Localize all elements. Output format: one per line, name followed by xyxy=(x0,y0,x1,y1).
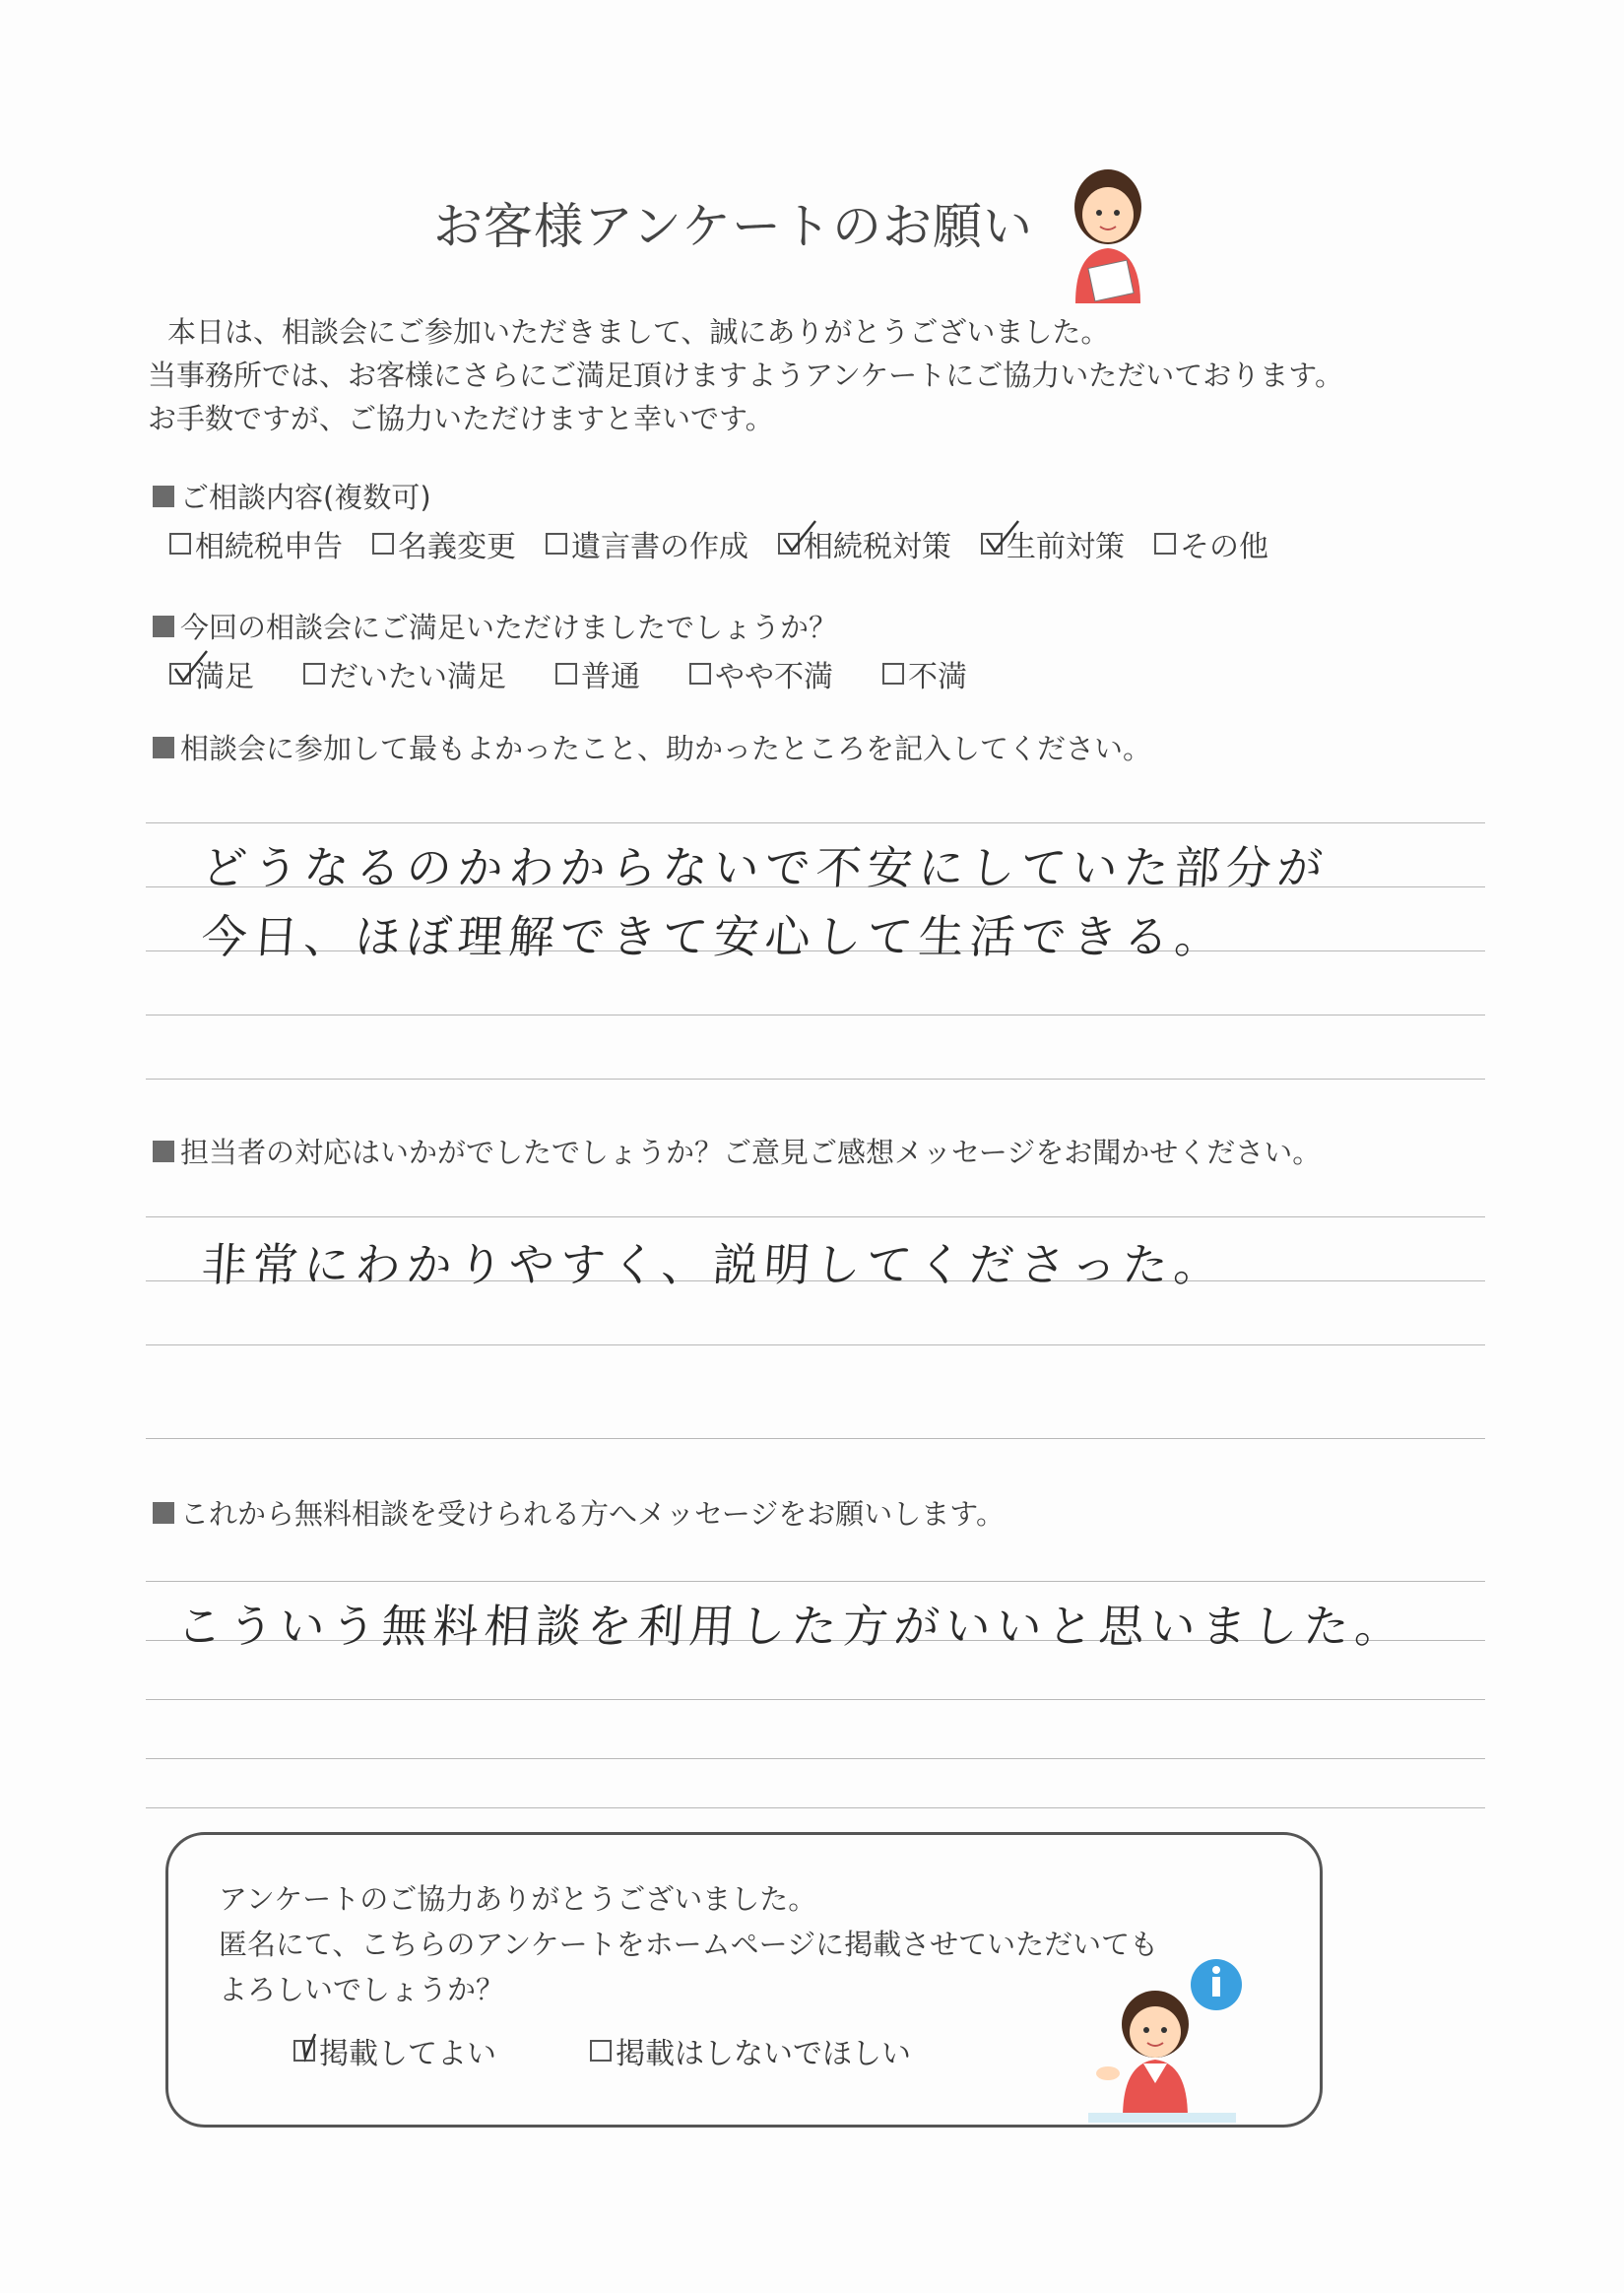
checkbox[interactable] xyxy=(372,533,394,555)
intro-text xyxy=(148,310,1343,440)
answer-line xyxy=(146,1758,1485,1759)
q1-options xyxy=(169,522,1268,565)
q1-option-label: 遺言書の作成 xyxy=(571,530,748,564)
q2-heading xyxy=(153,606,837,646)
answer-line xyxy=(146,1216,1485,1217)
checkbox-checked[interactable] xyxy=(169,663,191,685)
publish-option-label: 掲載はしないでほしい xyxy=(616,2037,911,2071)
answer-line xyxy=(146,1699,1485,1700)
checkbox[interactable] xyxy=(882,663,904,685)
checkbox[interactable] xyxy=(590,2040,612,2062)
answer-line xyxy=(146,1344,1485,1345)
publish-option-label: 掲載してよい xyxy=(319,2037,496,2071)
q1-option[interactable] xyxy=(981,522,1125,565)
q2-option[interactable] xyxy=(555,652,640,695)
checkbox-checked[interactable] xyxy=(778,533,800,555)
q2-option-label: 満足 xyxy=(195,660,254,694)
q1-option-label: 名義変更 xyxy=(398,530,516,564)
q5-heading xyxy=(153,1492,1005,1533)
intro-line: 本日は、相談会にご参加いただきまして、誠にありがとうございました。 xyxy=(167,315,1110,349)
publish-options xyxy=(293,2029,911,2072)
checkmark-icon xyxy=(780,517,819,557)
q2-option[interactable] xyxy=(882,652,967,695)
q2-option[interactable] xyxy=(303,652,506,695)
checkmark-icon xyxy=(171,647,211,687)
checkbox[interactable] xyxy=(1154,533,1176,555)
answer-line xyxy=(146,1079,1485,1080)
checkbox[interactable] xyxy=(689,663,711,685)
q1-option[interactable] xyxy=(372,522,516,565)
closing-line: 匿名にて、こちらのアンケートをホームページに掲載させていただいても xyxy=(219,1928,1159,1961)
q5-answer-line: こういう無料相談を利用した方がいいと思いました。 xyxy=(174,1600,1408,1653)
q2-heading-text: 今回の相談会にご満足いただけましたでしょうか？ xyxy=(180,611,838,644)
intro-line: お手数ですが、ご協力いただけますと幸いです。 xyxy=(148,402,774,435)
q2-option-label: だいたい満足 xyxy=(329,660,506,694)
square-bullet-icon xyxy=(153,1141,174,1162)
checkbox[interactable] xyxy=(546,533,567,555)
answer-line xyxy=(146,822,1485,823)
checkbox[interactable] xyxy=(303,663,325,685)
info-staff-illustration-icon xyxy=(1078,1955,1251,2128)
q1-heading-text: ご相談内容(複数可) xyxy=(180,481,431,514)
checkmark-icon xyxy=(295,2024,335,2064)
q4-heading xyxy=(153,1131,1321,1171)
closing-line: アンケートのご協力ありがとうございました。 xyxy=(219,1882,817,1916)
page-title: お客様アンケートのお願い xyxy=(433,198,1033,255)
q1-option-label: 相続税対策 xyxy=(804,530,951,564)
checkbox-checked[interactable] xyxy=(981,533,1003,555)
square-bullet-icon xyxy=(153,616,174,637)
checkbox[interactable] xyxy=(555,663,577,685)
q1-option-label: 相続税申告 xyxy=(195,530,343,564)
q2-option-label: やや不満 xyxy=(715,660,833,694)
q1-option[interactable] xyxy=(169,522,343,565)
q5-heading-text: これから無料相談を受けられる方へメッセージをお願いします。 xyxy=(180,1497,1005,1531)
q4-answer-line: 非常にわかりやすく、説明してくださった。 xyxy=(199,1238,1227,1291)
square-bullet-icon xyxy=(153,1502,174,1524)
q1-heading xyxy=(153,476,431,516)
q3-answer-line: どうなるのかわからないで不安にしていた部分が xyxy=(199,841,1331,894)
q2-option-label: 普通 xyxy=(581,660,640,694)
checkmark-icon xyxy=(983,517,1022,557)
answer-line xyxy=(146,1807,1485,1808)
publish-option[interactable] xyxy=(590,2029,911,2072)
q1-option[interactable] xyxy=(546,522,748,565)
checkbox-checked[interactable] xyxy=(293,2040,315,2062)
q2-options xyxy=(169,652,967,695)
q1-option[interactable] xyxy=(1154,522,1268,565)
checkbox[interactable] xyxy=(169,533,191,555)
staff-illustration-icon xyxy=(1054,158,1162,305)
publish-option[interactable] xyxy=(293,2029,496,2072)
answer-line xyxy=(146,1581,1485,1582)
answer-line xyxy=(146,1438,1485,1439)
q3-heading xyxy=(153,727,1151,767)
q4-heading-text: 担当者の対応はいかがでしたでしょうか？ご意見ご感想メッセージをお聞かせください。 xyxy=(180,1136,1322,1169)
q3-heading-text: 相談会に参加して最もよかったこと、助かったところを記入してください。 xyxy=(180,732,1152,765)
closing-line: よろしいでしょうか？ xyxy=(219,1973,505,2006)
q2-option-label: 不満 xyxy=(908,660,967,694)
q3-answer-line: 今日、ほぼ理解できて安心して生活できる。 xyxy=(199,910,1228,963)
q1-option[interactable] xyxy=(778,522,951,565)
square-bullet-icon xyxy=(153,486,174,507)
closing-text xyxy=(219,1876,1158,2012)
q2-option[interactable] xyxy=(689,652,833,695)
q1-option-label: 生前対策 xyxy=(1007,530,1125,564)
q2-option[interactable] xyxy=(169,652,254,695)
intro-line: 当事務所では、お客様にさらにご満足頂けますようアンケートにご協力いただいております。 xyxy=(148,359,1343,392)
square-bullet-icon xyxy=(153,737,174,758)
q1-option-label: その他 xyxy=(1180,530,1268,564)
